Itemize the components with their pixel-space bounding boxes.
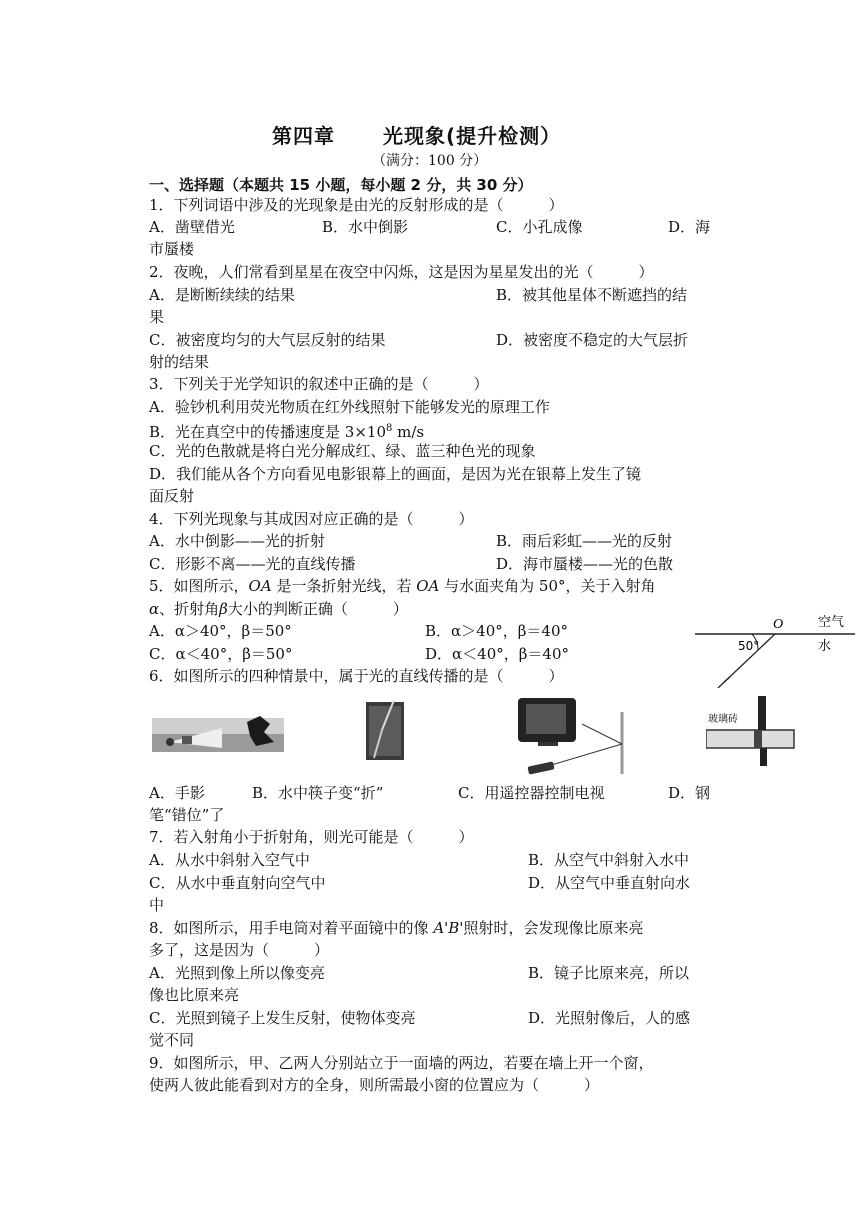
air-label: 空气 — [818, 615, 845, 630]
q8-option-b-continued: 像也比原来亮 — [149, 986, 240, 1004]
q6-option-b: B．水中筷子变“折” — [252, 784, 384, 802]
q5-stem: 5．如图所示，OA 是一条折射光线，若 OA 与水面夹角为 50°，关于入射角 — [149, 577, 656, 595]
q1-option-c: C．小孔成像 — [496, 218, 583, 236]
q6-option-d: D．钢 — [668, 784, 711, 802]
point-o-label: O — [773, 617, 784, 632]
q7-option-d-continued: 中 — [149, 896, 165, 914]
angle-label: 50° — [738, 639, 760, 653]
hand-shadow-image — [152, 712, 284, 758]
full-score-note: （满分：100 分） — [372, 153, 488, 169]
q4-option-d: D．海市蜃楼——光的色散 — [496, 555, 674, 573]
q8-option-d-continued: 觉不同 — [149, 1031, 195, 1049]
q2-option-b-continued: 果 — [149, 308, 165, 326]
q6-option-c: C．用遥控器控制电视 — [458, 784, 605, 802]
q3-stem: 3．下列关于光学知识的叙述中正确的是（ ） — [149, 375, 489, 393]
tv-remote-image — [518, 694, 628, 776]
q5-stem-line2: α、折射角β大小的判断正确（ ） — [149, 600, 408, 618]
q2-option-b: B．被其他星体不断遮挡的结 — [496, 286, 688, 304]
q2-option-d: D．被密度不稳定的大气层折 — [496, 331, 689, 349]
section-heading: 一、选择题（本题共 15 小题，每小题 2 分，共 30 分） — [149, 176, 533, 194]
q5-option-c: C．α＜40°，β＝50° — [149, 645, 293, 663]
q6-option-d-continued: 笔“错位”了 — [149, 806, 225, 824]
q9-stem: 9．如图所示，甲、乙两人分别站立于一面墙的两边，若要在墙上开一个窗， — [149, 1054, 654, 1072]
q5-option-a: A．α＞40°，β＝50° — [149, 622, 292, 640]
q1-option-a: A．凿壁借光 — [149, 218, 235, 236]
q4-option-b: B．雨后彩虹——光的反射 — [496, 532, 673, 550]
q1-option-d: D．海 — [668, 218, 711, 236]
q4-stem: 4．下列光现象与其成因对应正确的是（ ） — [149, 510, 474, 528]
q2-option-a: A．是断断续续的结果 — [149, 286, 295, 304]
q2-stem: 2．夜晚，人们常看到星星在夜空中闪烁，这是因为星星发出的光（ ） — [149, 263, 654, 281]
page-title — [272, 120, 561, 149]
q8-option-d: D．光照射像后，人的感 — [528, 1009, 691, 1027]
q7-option-c: C．从水中垂直射向空气中 — [149, 874, 326, 892]
chopsticks-in-water-image — [364, 700, 406, 762]
q7-option-a: A．从水中斜射入空气中 — [149, 851, 310, 869]
q9-stem-line2: 使两人彼此能看到对方的全身，则所需最小窗的位置应为（ ） — [149, 1076, 600, 1094]
water-label: 水 — [818, 639, 832, 654]
q6-stem: 6．如图所示的四种情景中，属于光的直线传播的是（ ） — [149, 667, 564, 685]
q4-option-a: A．水中倒影——光的折射 — [149, 532, 325, 550]
q7-option-b: B．从空气中斜射入水中 — [528, 851, 690, 869]
q8-stem-line2: 多了，这是因为（ ） — [149, 941, 330, 959]
q3-option-b: B．光在真空中的传播速度是 $3\times 10^8$ m/s — [149, 423, 425, 441]
q7-option-d: D．从空气中垂直射向水 — [528, 874, 691, 892]
q3-option-c: C．光的色散就是将白光分解成红、绿、蓝三种色光的现象 — [149, 442, 536, 460]
refraction-diagram — [690, 608, 858, 688]
q1-option-d-continued: 市蜃楼 — [149, 240, 195, 258]
q3-option-a: A．验钞机利用荧光物质在红外线照射下能够发光的原理工作 — [149, 398, 550, 416]
chapter-number: 第四章 — [272, 124, 335, 148]
glass-brick-label: 玻璃砖 — [708, 714, 738, 725]
q7-stem: 7．若入射角小于折射角，则光可能是（ ） — [149, 828, 474, 846]
q8-option-b: B．镜子比原来亮，所以 — [528, 964, 690, 982]
q2-option-d-continued: 射的结果 — [149, 353, 210, 371]
q4-option-c: C．形影不离——光的直线传播 — [149, 555, 356, 573]
pen-behind-glass-image — [706, 694, 798, 768]
q2-option-c: C．被密度均匀的大气层反射的结果 — [149, 331, 386, 349]
q6-option-a: A．手影 — [149, 784, 205, 802]
q5-option-b: B．α＞40°，β＝40° — [425, 622, 568, 640]
q1-option-b: B．水中倒影 — [322, 218, 409, 236]
q3-option-d: D．我们能从各个方向看见电影银幕上的画面，是因为光在银幕上发生了镜 — [149, 465, 642, 483]
q8-stem: 8．如图所示，用手电筒对着平面镜中的像 A'B'照射时，会发现像比原来亮 — [149, 919, 644, 937]
chapter-topic: 光现象(提升检测） — [383, 124, 562, 148]
q8-option-c: C．光照到镜子上发生反射，使物体变亮 — [149, 1009, 416, 1027]
q1-stem: 1．下列词语中涉及的光现象是由光的反射形成的是（ ） — [149, 196, 564, 214]
q3-option-d-continued: 面反射 — [149, 487, 195, 505]
q5-option-d: D．α＜40°，β＝40° — [425, 645, 570, 663]
q8-option-a: A．光照到像上所以像变亮 — [149, 964, 325, 982]
